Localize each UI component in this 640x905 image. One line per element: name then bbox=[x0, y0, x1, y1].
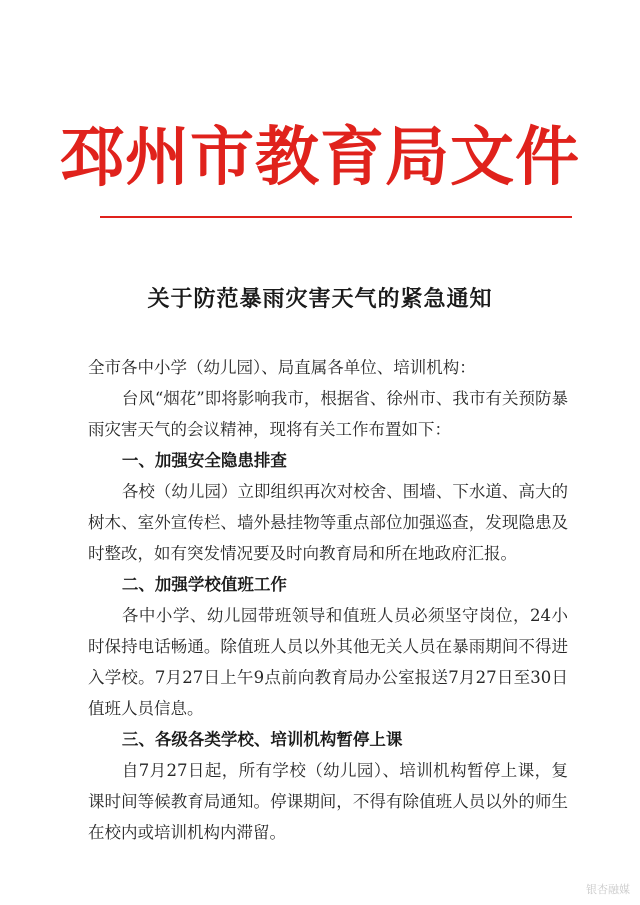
addressee-line: 全市各中小学（幼儿园）、局直属各单位、培训机构： bbox=[88, 358, 476, 377]
notice-body bbox=[88, 352, 568, 848]
document-header-title: 邳州市教育局文件 bbox=[60, 120, 580, 195]
notice-title: 关于防范暴雨灾害天气的紧急通知 bbox=[147, 286, 493, 312]
section-heading-2: 二、加强学校值班工作 bbox=[121, 575, 287, 594]
source-watermark: 银杏融媒 bbox=[586, 883, 630, 896]
section-body-2: 各中小学、幼儿园带班领导和值班人员必须坚守岗位，24小时保持电话畅通。除值班人员以外其他无关人员在暴雨期间不得进入学校。7月27日上午9点前向教育局办公室报送7月27日至30日值班人员信息。 bbox=[88, 606, 568, 718]
section-heading-3: 三、各级各类学校、培训机构暂停上课 bbox=[121, 730, 403, 749]
intro-paragraph: 台风“烟花”即将影响我市，根据省、徐州市、我市有关预防暴雨灾害天气的会议精神，现将有关工作布置如下： bbox=[88, 389, 568, 439]
section-heading-1: 一、加强安全隐患排查 bbox=[121, 451, 287, 470]
section-body-1: 各校（幼儿园）立即组织再次对校舍、围墙、下水道、高大的树木、室外宣传栏、墙外悬挂物等重点部位加强巡查，发现隐患及时整改，如有突发情况要及时向教育局和所在地政府汇报。 bbox=[88, 482, 568, 563]
section-body-3: 自7月27日起，所有学校（幼儿园）、培训机构暂停上课，复课时间等候教育局通知。停课期间，不得有除值班人员以外的师生在校内或培训机构内滞留。 bbox=[88, 761, 568, 842]
header-red-rule bbox=[100, 216, 572, 218]
